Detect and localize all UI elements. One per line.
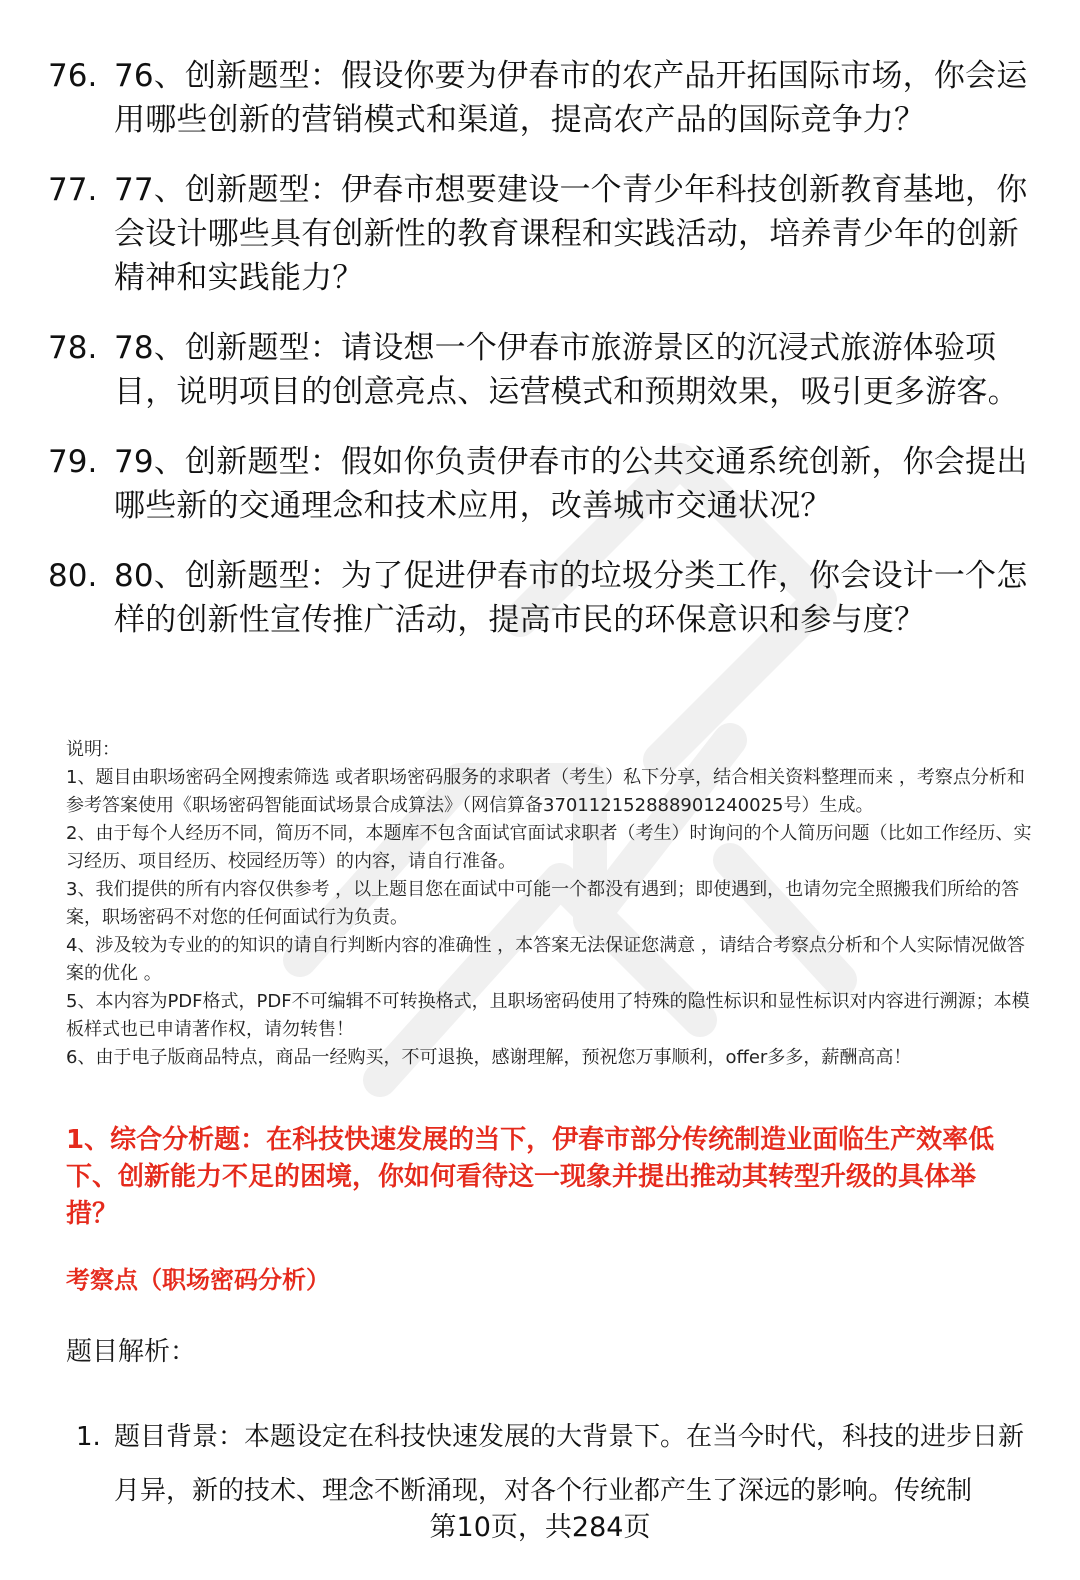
question-text: 76、创新题型：假设你要为伊春市的农产品开拓国际市场，你会运用哪些创新的营销模式和渠道，提高农产品的国际竞争力？ [114,58,1028,138]
question-text: 78、创新题型：请设想一个伊春市旅游景区的沉浸式旅游体验项目，说明项目的创意亮点、运营模式和预期效果，吸引更多游客。 [114,330,1019,410]
section-subtitle: 考察点（职场密码分析） [66,1266,330,1294]
analysis-item-number: 1. [76,1422,101,1452]
question-item [48,554,1038,642]
page-footer: 第10页，共284页 [429,1512,651,1543]
question-item [48,440,1038,528]
question-number: 76. [48,58,98,94]
question-number: 77. [48,172,98,208]
question-text: 77、创新题型：伊春市想要建设一个青少年科技创新教育基地，你会设计哪些具有创新性的教育课程和实践活动，培养青少年的创新精神和实践能力？ [114,172,1028,296]
analysis-title: 题目解析： [66,1337,197,1367]
question-item [48,326,1038,414]
notes-item: 1、题目由职场密码全网搜索筛选 或者职场密码服务的求职者（考生）私下分享，结合相关资料整理而来 ，考察点分析和参考答案使用《职场密码智能面试场景合成算法》（网信算备370112152888901240025号）生成。 [66,767,1025,816]
analysis-item-text: 题目背景：本题设定在科技快速发展的大背景下。在当今时代，科技的进步日新月异，新的技术、理念不断涌现，对各个行业都产生了深远的影响。传统制 [114,1422,1025,1506]
question-number: 78. [48,330,98,366]
notes-item: 6、由于电子版商品特点，商品一经购买，不可退换，感谢理解，预祝您万事顺利，offer多多，薪酬高高！ [66,1047,912,1068]
question-text: 79、创新题型：假如你负责伊春市的公共交通系统创新，你会提出哪些新的交通理念和技术应用，改善城市交通状况？ [114,444,1028,524]
question-item [48,54,1038,142]
notes-item: 4、涉及较为专业的的知识的请自行判断内容的准确性 ，本答案无法保证您满意 ，请结合考察点分析和个人实际情况做答案的优化 。 [66,935,1025,984]
question-number: 79. [48,444,98,480]
question-list [48,54,1038,668]
section-question-heading: 1、综合分析题：在科技快速发展的当下，伊春市部分传统制造业面临生产效率低下、创新能力不足的困境，你如何看待这一现象并提出推动其转型升级的具体举措？ [66,1125,995,1229]
notes-item: 2、由于每个人经历不同，简历不同，本题库不包含面试官面试求职者（考生）时询问的个人简历问题（比如工作经历、实习经历、项目经历、校园经历等）的内容，请自行准备。 [66,823,1032,872]
notes-title: 说明： [66,739,120,760]
notes-block [66,736,1042,1072]
analysis-item [76,1410,1036,1518]
question-text: 80、创新题型：为了促进伊春市的垃圾分类工作，你会设计一个怎样的创新性宣传推广活动，提高市民的环保意识和参与度？ [114,558,1028,638]
question-item [48,168,1038,300]
question-number: 80. [48,558,98,594]
notes-item: 3、我们提供的所有内容仅供参考 ，以上题目您在面试中可能一个都没有遇到；即使遇到，也请勿完全照搬我们所给的答案，职场密码不对您的任何面试行为负责。 [66,879,1020,928]
notes-item: 5、本内容为PDF格式，PDF不可编辑不可转换格式，且职场密码使用了特殊的隐性标识和显性标识对内容进行溯源；本模板样式也已申请著作权，请勿转售！ [66,991,1030,1040]
